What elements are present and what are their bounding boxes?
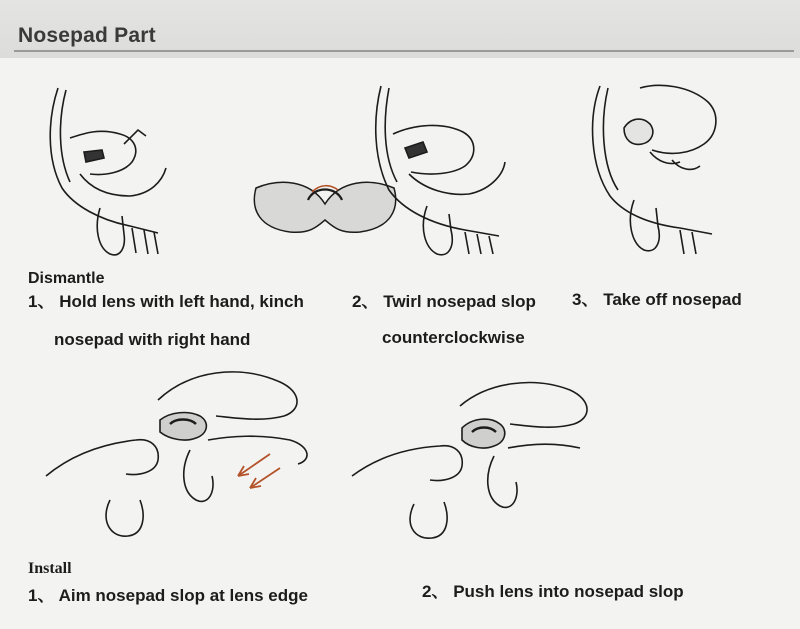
step-number: 2、 <box>352 292 379 311</box>
nosepad-removal-illustration <box>580 78 730 258</box>
page-title: Nosepad Part <box>18 24 156 47</box>
step-number: 3、 <box>572 290 599 309</box>
step-number: 1、 <box>28 586 55 605</box>
dismantle-step-2-continued: counterclockwise <box>382 328 525 347</box>
step-text: Aim nosepad slop at lens edge <box>58 586 308 605</box>
install-step-2 <box>422 574 684 609</box>
dismantle-heading: Dismantle <box>28 270 105 287</box>
header-divider <box>14 50 794 52</box>
install-push-illustration <box>348 372 608 542</box>
install-aim-illustration <box>40 360 340 540</box>
header-bar <box>0 0 800 58</box>
dismantle-step-2 <box>352 284 536 319</box>
step-text: Take off nosepad <box>603 290 742 309</box>
step-text: Push lens into nosepad slop <box>453 582 684 601</box>
step-number: 2、 <box>422 582 449 601</box>
step-text: Hold lens with left hand, kinch <box>59 292 304 311</box>
nosepad-rotate-hand-illustration <box>365 78 515 258</box>
step-number: 1、 <box>28 292 55 311</box>
dismantle-step-1-continued: nosepad with right hand <box>54 330 251 349</box>
dismantle-step-3 <box>572 282 742 317</box>
hand-holding-lens-illustration <box>40 78 180 258</box>
step-text: Twirl nosepad slop <box>383 292 536 311</box>
install-step-1 <box>28 578 308 613</box>
install-heading: Install <box>28 560 72 577</box>
dismantle-step-1 <box>28 284 304 319</box>
